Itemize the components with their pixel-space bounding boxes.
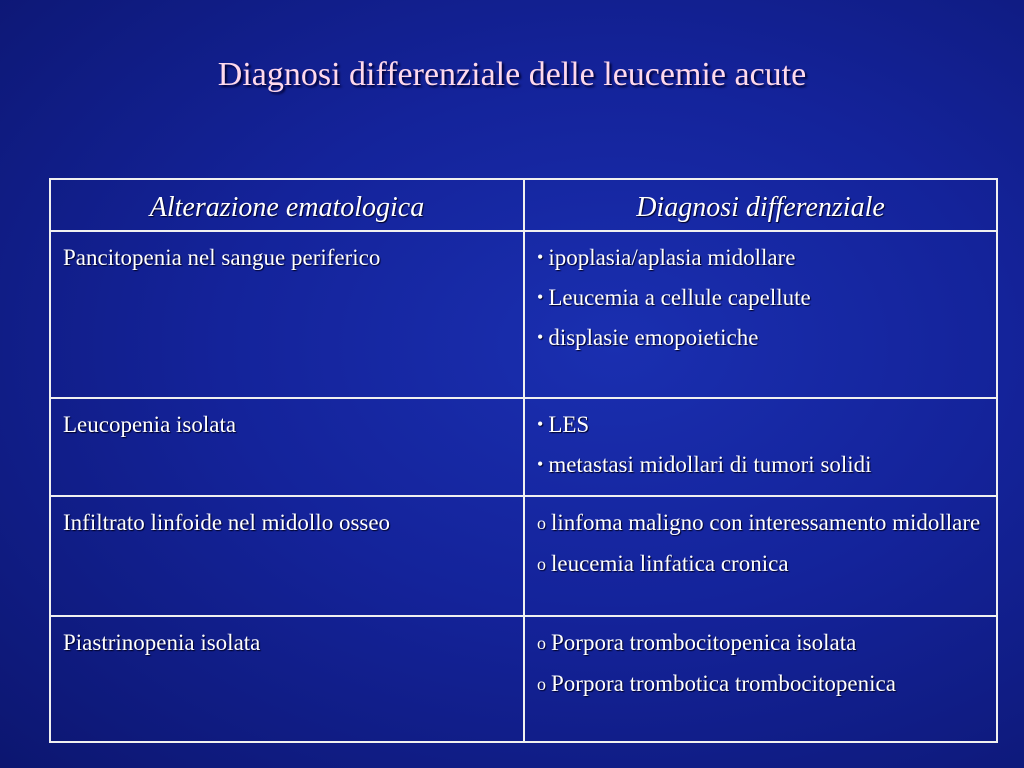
diagnosis-item: • ipoplasia/aplasia midollare — [537, 245, 796, 270]
diagnosis-item: • Leucemia a cellule capellute — [537, 285, 811, 311]
table-row — [50, 231, 997, 398]
diagnosis-cell — [524, 496, 997, 616]
diagnosis-item: o Porpora trombocitopenica isolata — [537, 630, 857, 656]
bullet-icon: • — [537, 414, 544, 434]
alteration-cell: Infiltrato linfoide nel midollo osseo — [50, 496, 524, 616]
diagnosis-cell — [524, 398, 997, 496]
alteration-cell: Leucopenia isolata — [50, 398, 524, 496]
diagnosis-cell — [524, 231, 997, 398]
slide-title: Diagnosi differenziale delle leucemie acute — [217, 56, 807, 93]
circle-bullet-icon: o — [537, 673, 546, 694]
diagnosis-item: • metastasi midollari di tumori solidi — [537, 452, 872, 478]
column-header-alteration: Alterazione ematologica — [50, 179, 524, 231]
bullet-icon: • — [537, 454, 544, 475]
table-row — [50, 398, 997, 496]
table-row — [50, 616, 997, 742]
column-header-diagnosis: Diagnosi differenziale — [524, 179, 997, 231]
alteration-cell: Piastrinopenia isolata — [50, 616, 524, 742]
differential-diagnosis-table — [49, 178, 998, 743]
diagnosis-item: o leucemia linfatica cronica — [537, 550, 789, 576]
table-header-row — [50, 179, 997, 231]
bullet-icon: • — [537, 247, 544, 267]
diagnosis-item: o linfoma maligno con interessamento midollare — [537, 510, 981, 536]
diagnosis-cell — [524, 616, 997, 742]
diagnosis-item: • displasie emopoietiche — [537, 325, 759, 351]
diagnosis-item: o Porpora trombotica trombocitopenica — [537, 670, 896, 696]
diagnosis-item: • LES — [537, 412, 590, 437]
circle-bullet-icon: o — [537, 633, 546, 654]
bullet-icon: • — [537, 327, 544, 348]
circle-bullet-icon: o — [537, 553, 546, 574]
table-row — [50, 496, 997, 616]
alteration-cell: Pancitopenia nel sangue periferico — [50, 231, 524, 398]
bullet-icon: • — [537, 287, 544, 308]
circle-bullet-icon: o — [537, 513, 546, 534]
